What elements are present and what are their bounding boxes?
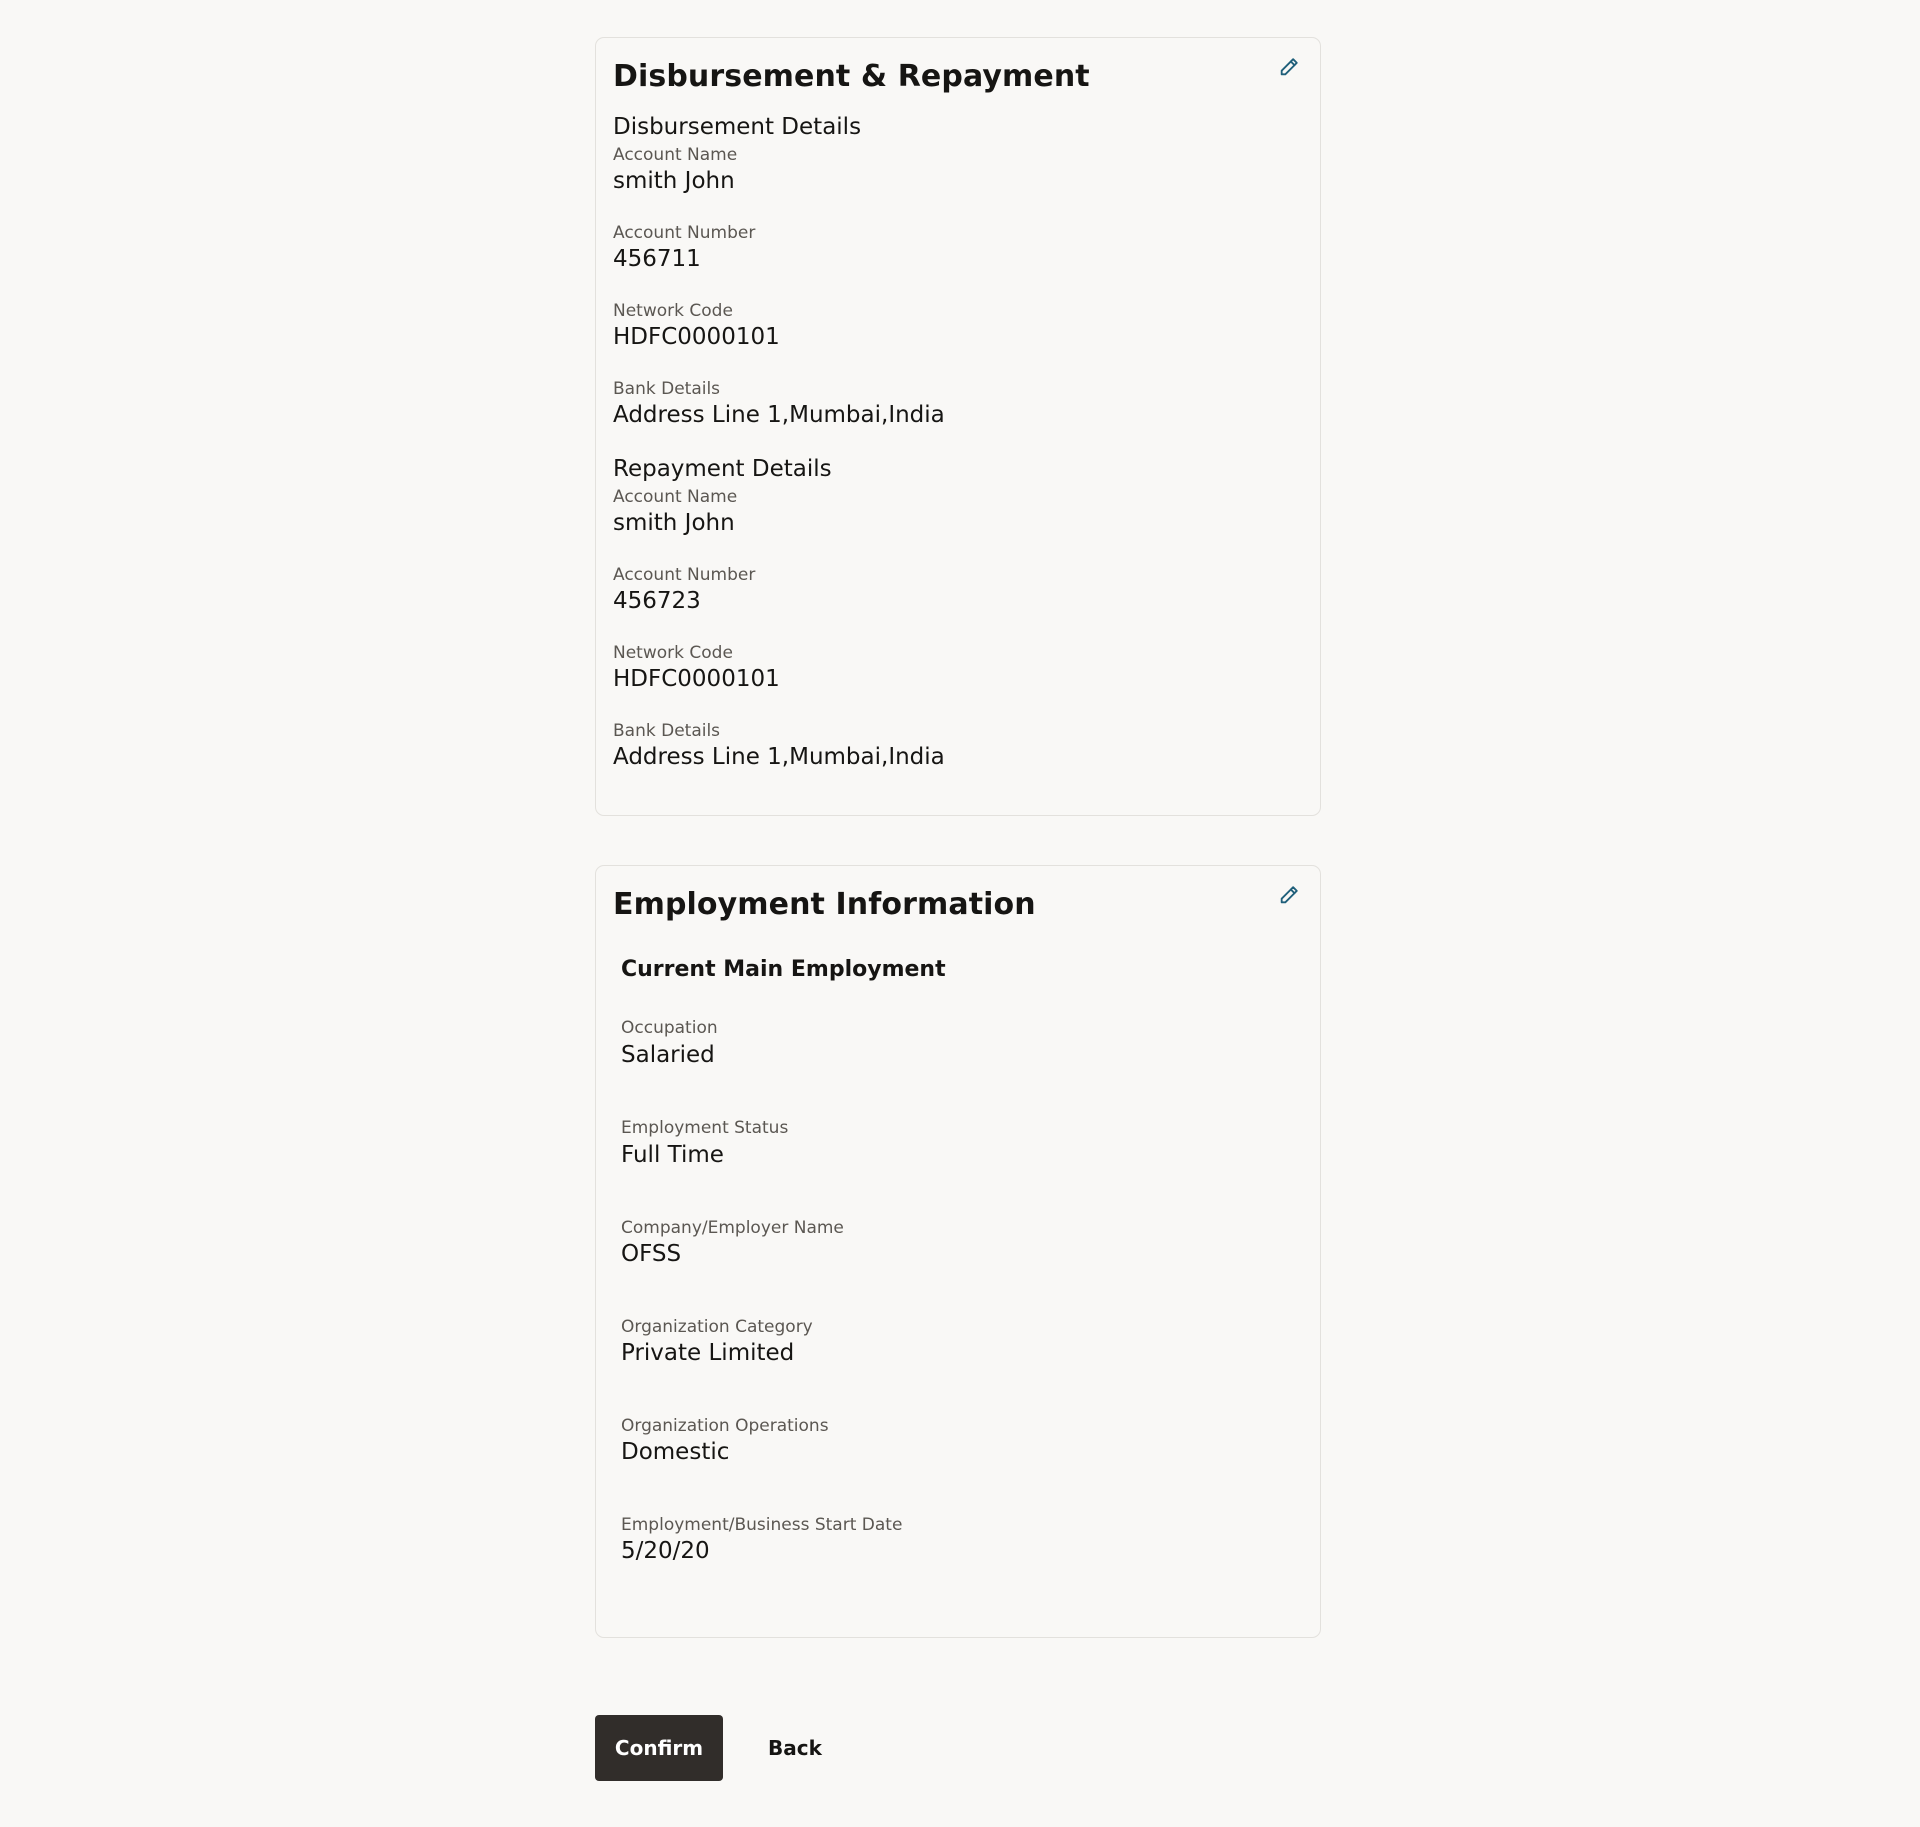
repayment-details-heading: Repayment Details [613,456,832,482]
employment-status-label: Employment Status [621,1118,789,1138]
repayment-account-name-value: smith John [613,510,735,536]
repayment-bank-details-label: Bank Details [613,721,721,741]
edit-disbursement-button[interactable] [1276,54,1302,80]
occupation-value: Salaried [621,1042,715,1068]
current-main-employment-heading: Current Main Employment [621,957,946,982]
employment-status-value: Full Time [621,1142,724,1168]
back-button[interactable]: Back [752,1715,838,1781]
organization-operations-label: Organization Operations [621,1416,829,1436]
employment-information-card [595,865,1321,1638]
start-date-value: 5/20/20 [621,1538,710,1564]
employer-name-value: OFSS [621,1241,682,1267]
repayment-account-number-label: Account Number [613,565,756,585]
repayment-account-name-label: Account Name [613,487,738,507]
edit-employment-button[interactable] [1276,882,1302,908]
disbursement-bank-details-value: Address Line 1,Mumbai,India [613,402,945,428]
disbursement-account-name-value: smith John [613,168,735,194]
repayment-bank-details-value: Address Line 1,Mumbai,India [613,744,945,770]
disbursement-bank-details-label: Bank Details [613,379,721,399]
organization-category-label: Organization Category [621,1317,813,1337]
employment-information-title: Employment Information [613,887,1036,922]
organization-operations-value: Domestic [621,1439,730,1465]
repayment-account-number-value: 456723 [613,588,701,614]
repayment-network-code-value: HDFC0000101 [613,666,780,692]
disbursement-details-heading: Disbursement Details [613,114,862,140]
start-date-label: Employment/Business Start Date [621,1515,903,1535]
organization-category-value: Private Limited [621,1340,795,1366]
disbursement-account-number-value: 456711 [613,246,701,272]
disbursement-network-code-label: Network Code [613,301,733,321]
occupation-label: Occupation [621,1018,718,1038]
disbursement-repayment-card [595,37,1321,816]
confirm-button[interactable]: Confirm [595,1715,723,1781]
pencil-icon [1278,56,1300,78]
employer-name-label: Company/Employer Name [621,1218,844,1238]
disbursement-account-name-label: Account Name [613,145,738,165]
disbursement-repayment-title: Disbursement & Repayment [613,59,1090,94]
disbursement-network-code-value: HDFC0000101 [613,324,780,350]
pencil-icon [1278,884,1300,906]
repayment-network-code-label: Network Code [613,643,733,663]
disbursement-account-number-label: Account Number [613,223,756,243]
